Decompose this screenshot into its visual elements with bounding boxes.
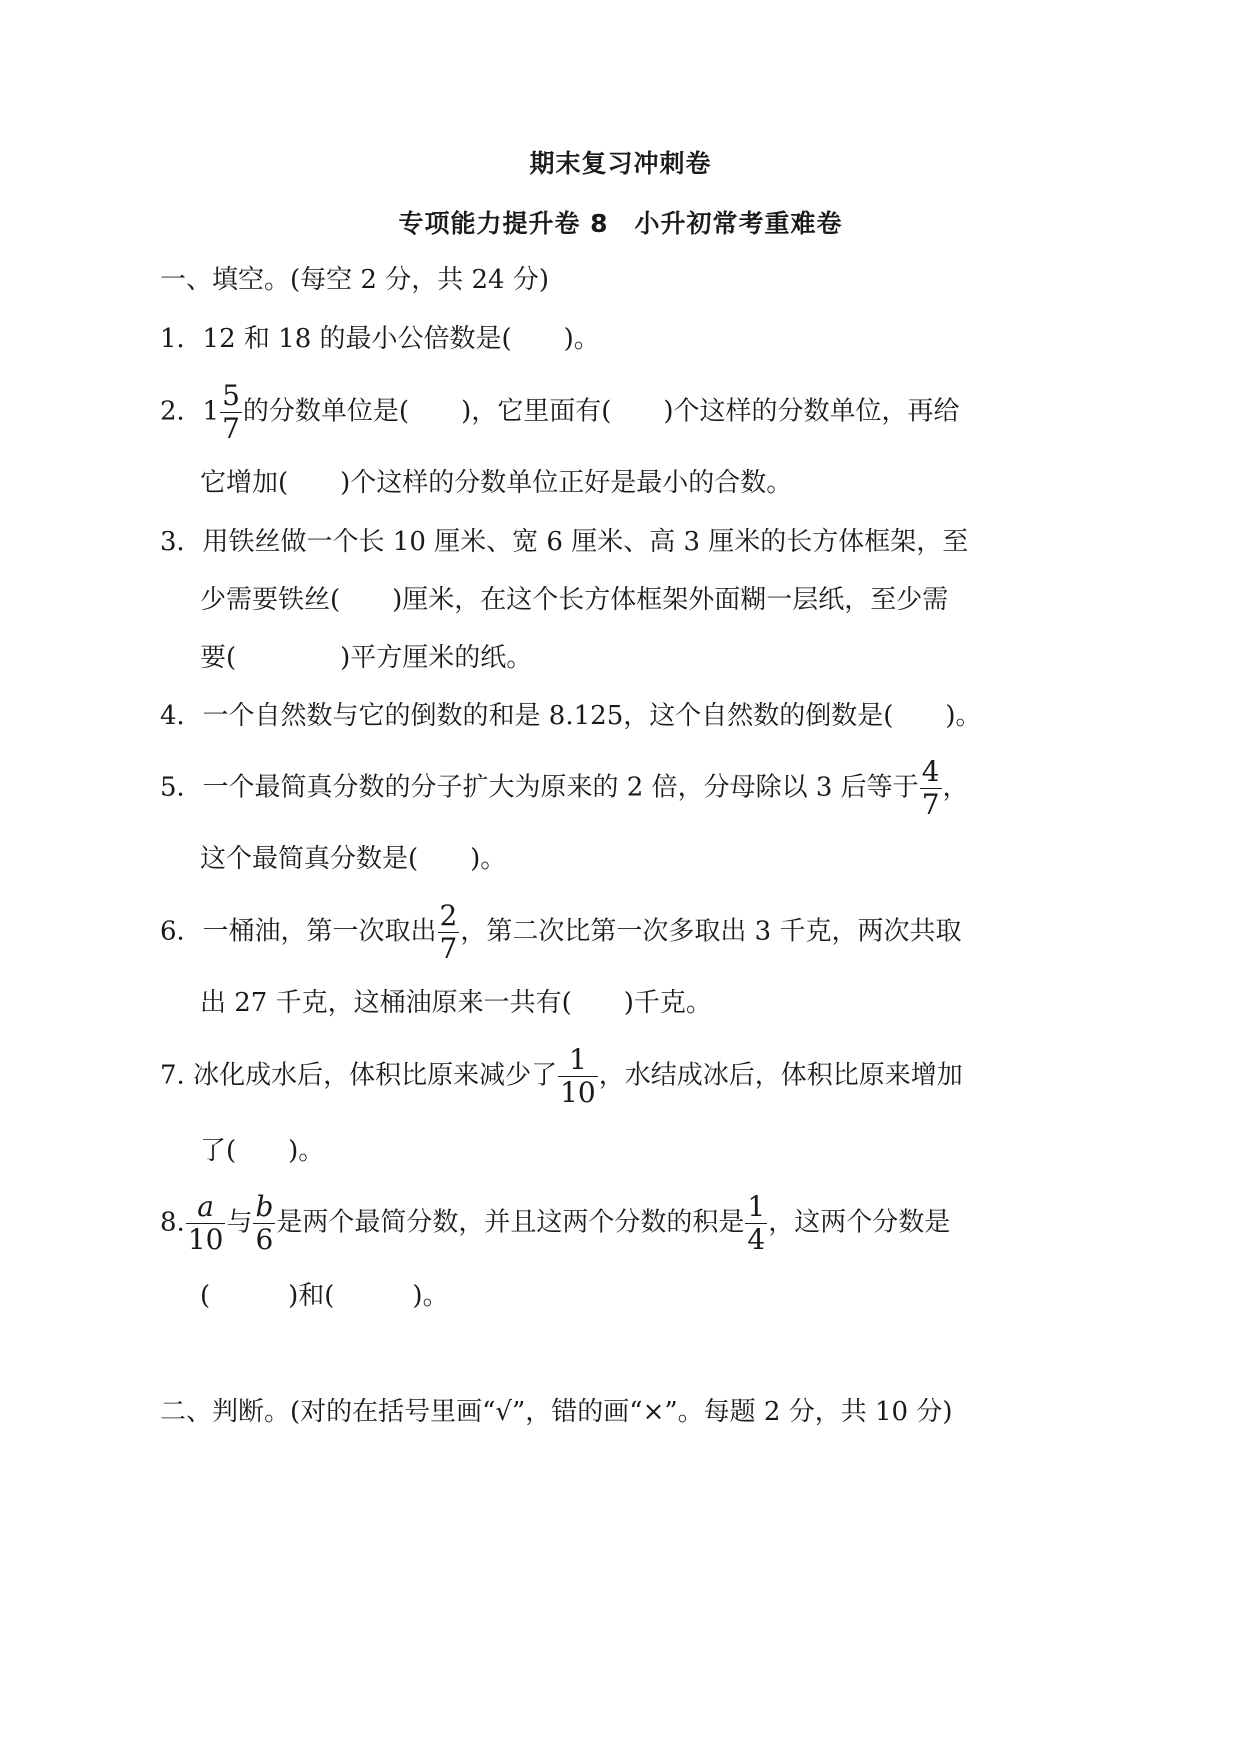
q8-suffix: ，这两个分数是 — [768, 1207, 951, 1238]
q8-fraction-product — [745, 1190, 767, 1256]
q7-prefix: 7. 冰化成水后，体积比原来减少了 — [160, 1060, 558, 1091]
question-8-line-1 — [160, 1190, 951, 1256]
q6-suffix: ，第二次比第一次多取出 3 千克，两次共取 — [460, 916, 962, 947]
section2-heading: 二、判断。(对的在括号里画“√”，错的画“×”。每题 2 分，共 10 分) — [160, 1397, 953, 1427]
question-2-line-1 — [160, 379, 960, 445]
q2-frac-denominator: 7 — [222, 412, 240, 445]
question-1: 1．12 和 18 的最小公倍数是( )。 — [160, 324, 600, 354]
q5-suffix: ， — [942, 772, 969, 803]
question-3-line-1: 3．用铁丝做一个长 10 厘米、宽 6 厘米、高 3 厘米的长方体框架，至 — [160, 527, 969, 557]
question-5-line-1 — [160, 755, 969, 821]
question-4: 4．一个自然数与它的倒数的和是 8.125，这个自然数的倒数是( )。 — [160, 701, 982, 731]
q8-fraction-a — [186, 1190, 226, 1256]
section1-heading: 一、填空。(每空 2 分，共 24 分) — [160, 265, 549, 295]
question-5-line-2: 这个最简真分数是( )。 — [200, 844, 507, 874]
q7-frac-numerator: 1 — [558, 1046, 598, 1077]
q6-frac-numerator: 2 — [439, 899, 458, 932]
question-6-line-1 — [160, 899, 962, 965]
question-7-line-2: 了( )。 — [200, 1136, 325, 1166]
q8-mid-1: 与 — [226, 1207, 253, 1238]
q5-prefix: 5．一个最简真分数的分子扩大为原来的 2 倍，分母除以 3 后等于 — [160, 772, 919, 803]
q8-prefix: 8. — [160, 1207, 185, 1238]
q8-frac-product-denominator: 4 — [747, 1223, 766, 1256]
question-6-line-2: 出 27 千克，这桶油原来一共有( )千克。 — [200, 988, 712, 1018]
q8-mid-2: 是两个最简分数，并且这两个分数的积是 — [276, 1207, 745, 1238]
q6-prefix: 6．一桶油，第一次取出 — [160, 916, 437, 947]
question-3-line-3: 要( )平方厘米的纸。 — [200, 643, 533, 673]
q8-frac-a-numerator: a — [186, 1193, 226, 1224]
q2-frac-numerator: 5 — [222, 379, 240, 412]
q2-prefix: 2．1 — [160, 396, 220, 427]
exam-title: 期末复习冲刺卷 — [529, 149, 712, 178]
q8-frac-product-numerator: 1 — [747, 1190, 766, 1223]
q6-frac-denominator: 7 — [439, 932, 458, 965]
q8-frac-a-denominator: 10 — [187, 1223, 224, 1256]
question-7-line-1 — [160, 1043, 963, 1109]
q7-suffix: ，水结成冰后，体积比原来增加 — [598, 1060, 963, 1091]
q5-fraction — [920, 755, 942, 821]
q5-frac-numerator: 4 — [921, 755, 940, 788]
q8-frac-b-denominator: 6 — [255, 1223, 274, 1256]
q8-fraction-b — [253, 1190, 275, 1256]
question-8-line-2: ( )和( )。 — [200, 1281, 449, 1311]
q8-frac-b-numerator: b — [255, 1190, 274, 1223]
question-3-line-2: 少需要铁丝( )厘米，在这个长方体框架外面糊一层纸，至少需 — [200, 585, 949, 615]
q6-fraction — [438, 899, 460, 965]
q7-fraction — [558, 1043, 598, 1109]
exam-subtitle: 专项能力提升卷 8 小升初常考重难卷 — [398, 209, 843, 238]
q2-fraction — [220, 379, 242, 445]
q7-frac-denominator: 10 — [560, 1076, 596, 1109]
q5-frac-denominator: 7 — [921, 788, 940, 821]
q2-rest: 的分数单位是( )，它里面有( )个这样的分数单位，再给 — [242, 396, 960, 427]
question-2-line-2: 它增加( )个这样的分数单位正好是最小的合数。 — [200, 468, 793, 498]
